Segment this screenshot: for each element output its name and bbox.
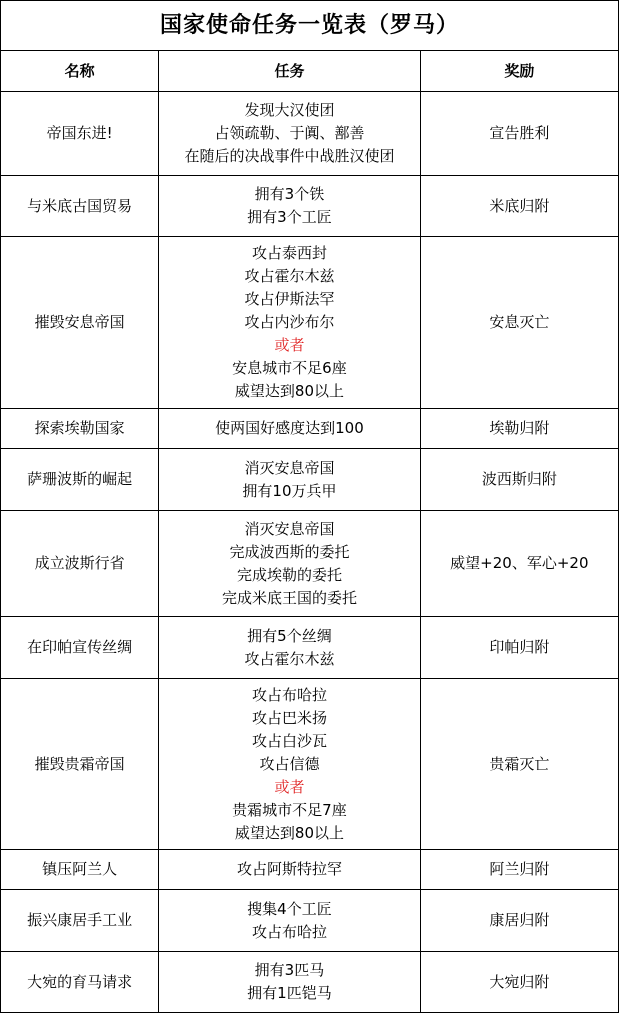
mission-tasks (159, 409, 420, 449)
mission-name: 摧毁安息帝国 (1, 237, 159, 409)
task-line: 攻占布哈拉 (251, 922, 327, 941)
mission-tasks (159, 850, 420, 890)
mission-reward: 阿兰归附 (420, 850, 618, 890)
mission-reward: 印帕归附 (420, 617, 618, 679)
task-line: 拥有3匹马 (254, 961, 325, 979)
task-line: 威望达到80以上 (234, 382, 344, 400)
mission-name: 在印帕宣传丝绸 (1, 617, 159, 679)
mission-name: 帝国东进! (1, 92, 159, 176)
mission-tasks (159, 176, 420, 237)
table-row (1, 850, 619, 890)
task-line: 拥有10万兵甲 (242, 481, 337, 500)
task-line: 发现大汉使团 (244, 101, 335, 119)
mission-reward: 埃勒归附 (420, 409, 618, 449)
header-row (1, 51, 619, 92)
mission-tasks (159, 511, 420, 617)
task-line: 拥有1匹铠马 (247, 984, 332, 1002)
header-reward: 奖励 (420, 51, 618, 92)
mission-tasks (159, 890, 420, 952)
task-line: 安息城市不足6座 (232, 359, 347, 377)
task-line: 攻占阿斯特拉罕 (236, 860, 342, 878)
mission-name: 振兴康居手工业 (1, 890, 159, 952)
task-line: 攻占巴米扬 (251, 708, 327, 727)
task-line: 攻占泰西封 (251, 244, 327, 262)
mission-name: 成立波斯行省 (1, 511, 159, 617)
task-line: 攻占布哈拉 (251, 685, 327, 704)
task-line: 攻占霍尔木兹 (244, 649, 335, 668)
task-line: 在随后的决战事件中战胜汉使团 (184, 147, 395, 165)
mission-name: 镇压阿兰人 (1, 850, 159, 890)
task-line: 完成波西斯的委托 (229, 542, 350, 561)
table-row (1, 890, 619, 952)
table-title: 国家使命任务一览表（罗马） (1, 1, 619, 51)
mission-name: 探索埃勒国家 (1, 409, 159, 449)
task-line: 消灭安息帝国 (244, 458, 335, 477)
task-line: 完成米底王国的委托 (221, 588, 357, 607)
task-line: 占领疏勒、于阗、鄯善 (214, 124, 365, 142)
mission-tasks (159, 449, 420, 511)
mission-tasks (159, 952, 420, 1013)
mission-tasks (159, 617, 420, 679)
mission-reward: 威望+20、军心+20 (420, 511, 618, 617)
table-row (1, 176, 619, 237)
or-separator: 或者 (274, 777, 305, 796)
table-row (1, 449, 619, 511)
mission-name: 萨珊波斯的崛起 (1, 449, 159, 511)
mission-name: 与米底古国贸易 (1, 176, 159, 237)
task-line: 使两国好感度达到100 (215, 419, 364, 437)
mission-reward: 贵霜灭亡 (420, 679, 618, 850)
task-line: 搜集4个工匠 (247, 899, 332, 918)
task-line: 攻占信德 (259, 754, 320, 773)
table-row (1, 409, 619, 449)
mission-reward: 大宛归附 (420, 952, 618, 1013)
table-row (1, 617, 619, 679)
table-row (1, 511, 619, 617)
task-line: 完成埃勒的委托 (236, 565, 342, 584)
task-line: 拥有3个工匠 (247, 208, 332, 226)
table-row (1, 237, 619, 409)
task-line: 拥有5个丝绸 (247, 626, 332, 645)
header-name: 名称 (1, 51, 159, 92)
header-task: 任务 (159, 51, 420, 92)
table-body (1, 92, 619, 1013)
mission-tasks (159, 237, 420, 409)
mission-tasks (159, 679, 420, 850)
mission-name: 大宛的育马请求 (1, 952, 159, 1013)
table-row (1, 952, 619, 1013)
mission-name: 摧毁贵霜帝国 (1, 679, 159, 850)
task-line: 攻占霍尔木兹 (244, 267, 335, 285)
task-line: 拥有3个铁 (254, 185, 325, 203)
task-line: 攻占内沙布尔 (244, 313, 335, 331)
mission-reward: 波西斯归附 (420, 449, 618, 511)
mission-reward: 康居归附 (420, 890, 618, 952)
mission-reward: 安息灭亡 (420, 237, 618, 409)
task-line: 威望达到80以上 (234, 823, 344, 842)
task-line: 贵霜城市不足7座 (232, 800, 347, 819)
mission-reward: 米底归附 (420, 176, 618, 237)
mission-reward: 宣告胜利 (420, 92, 618, 176)
table-row (1, 679, 619, 850)
or-separator: 或者 (274, 336, 305, 354)
mission-tasks (159, 92, 420, 176)
task-line: 消灭安息帝国 (244, 519, 335, 538)
title-row (1, 1, 619, 51)
table-row (1, 92, 619, 176)
task-line: 攻占伊斯法罕 (244, 290, 335, 308)
task-line: 攻占白沙瓦 (251, 731, 327, 750)
